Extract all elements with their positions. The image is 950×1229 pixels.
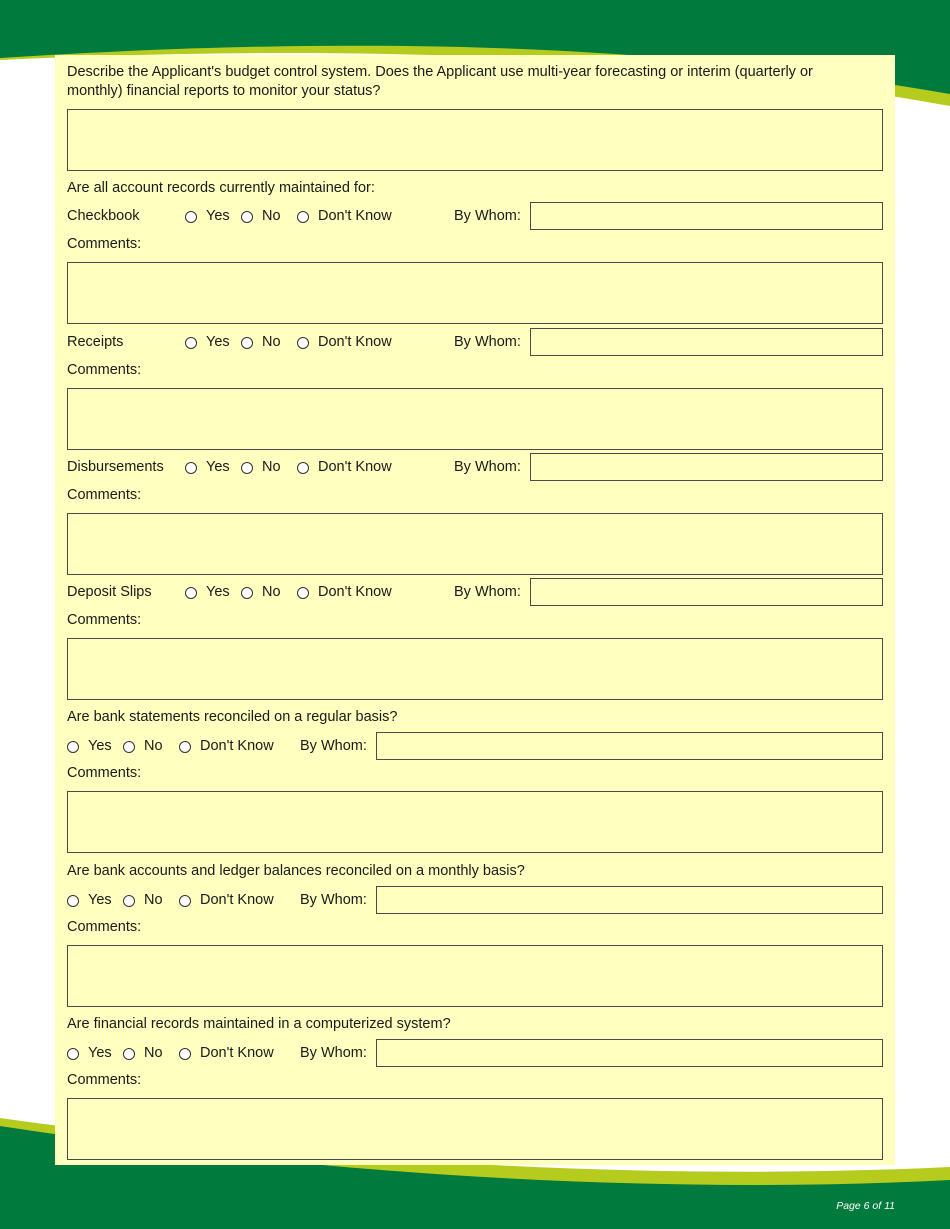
record-0-dont-know-radio[interactable] (297, 211, 309, 223)
by-whom-label: By Whom: (300, 1045, 367, 1061)
record-label: Receipts (67, 334, 124, 350)
by-whom-label: By Whom: (454, 208, 521, 224)
by-whom-label: By Whom: (454, 584, 521, 600)
financial-form (55, 55, 895, 1165)
question-0-yes-radio[interactable] (67, 741, 79, 753)
comments-label: Comments: (67, 236, 142, 252)
question-2-dont-know-radio[interactable] (179, 1048, 191, 1060)
by-whom-field[interactable] (530, 202, 883, 230)
question-text: Are financial records maintained in a computerized system? (67, 1016, 451, 1032)
question-2-yes-radio[interactable] (67, 1048, 79, 1060)
comments-label: Comments: (67, 919, 142, 935)
by-whom-field[interactable] (376, 886, 883, 914)
record-2-yes-label: Yes (206, 459, 230, 475)
question-1-yes-label: Yes (88, 892, 112, 908)
comments-label: Comments: (67, 1072, 142, 1088)
by-whom-field[interactable] (530, 578, 883, 606)
question-1-dont-know-radio[interactable] (179, 895, 191, 907)
record-3-no-label: No (262, 584, 281, 600)
question-1-yes-radio[interactable] (67, 895, 79, 907)
record-2-no-label: No (262, 459, 281, 475)
by-whom-field[interactable] (376, 732, 883, 760)
record-1-dont-know-label: Don't Know (318, 334, 392, 350)
question-1-no-label: No (144, 892, 163, 908)
record-0-no-label: No (262, 208, 281, 224)
by-whom-label: By Whom: (454, 459, 521, 475)
record-3-dont-know-radio[interactable] (297, 587, 309, 599)
record-label: Checkbook (67, 208, 140, 224)
by-whom-label: By Whom: (454, 334, 521, 350)
question-1-no-radio[interactable] (123, 895, 135, 907)
record-0-no-radio[interactable] (241, 211, 253, 223)
record-0-dont-know-label: Don't Know (318, 208, 392, 224)
record-3-yes-radio[interactable] (185, 587, 197, 599)
record-3-dont-know-label: Don't Know (318, 584, 392, 600)
comments-field[interactable] (67, 388, 883, 450)
record-3-yes-label: Yes (206, 584, 230, 600)
question-2-dont-know-label: Don't Know (200, 1045, 274, 1061)
question-0-dont-know-label: Don't Know (200, 738, 274, 754)
record-2-yes-radio[interactable] (185, 462, 197, 474)
question-0-no-label: No (144, 738, 163, 754)
comments-field[interactable] (67, 638, 883, 700)
record-label: Disbursements (67, 459, 164, 475)
by-whom-label: By Whom: (300, 892, 367, 908)
question-text: Are bank accounts and ledger balances reconciled on a monthly basis? (67, 863, 525, 879)
question-text: Are bank statements reconciled on a regular basis? (67, 709, 398, 725)
record-3-no-radio[interactable] (241, 587, 253, 599)
question-2-no-radio[interactable] (123, 1048, 135, 1060)
by-whom-field[interactable] (530, 328, 883, 356)
budget-question: Describe the Applicant's budget control system. Does the Applicant use multi-year forecasting or interim (quarterly or monthly) financial reports to monitor your status? (67, 64, 813, 99)
record-1-no-radio[interactable] (241, 337, 253, 349)
comments-field[interactable] (67, 945, 883, 1007)
by-whom-field[interactable] (530, 453, 883, 481)
comments-field[interactable] (67, 791, 883, 853)
record-label: Deposit Slips (67, 584, 152, 600)
comments-field[interactable] (67, 513, 883, 575)
question-2-yes-label: Yes (88, 1045, 112, 1061)
question-0-dont-know-radio[interactable] (179, 741, 191, 753)
comments-label: Comments: (67, 765, 142, 781)
record-0-yes-radio[interactable] (185, 211, 197, 223)
by-whom-field[interactable] (376, 1039, 883, 1067)
record-1-no-label: No (262, 334, 281, 350)
record-2-dont-know-radio[interactable] (297, 462, 309, 474)
budget-answer-field[interactable] (67, 109, 883, 171)
comments-label: Comments: (67, 362, 142, 378)
comments-field[interactable] (67, 262, 883, 324)
comments-label: Comments: (67, 487, 142, 503)
comments-label: Comments: (67, 612, 142, 628)
question-1-dont-know-label: Don't Know (200, 892, 274, 908)
comments-field[interactable] (67, 1098, 883, 1160)
record-0-yes-label: Yes (206, 208, 230, 224)
record-2-no-radio[interactable] (241, 462, 253, 474)
by-whom-label: By Whom: (300, 738, 367, 754)
question-0-no-radio[interactable] (123, 741, 135, 753)
page-number: Page 6 of 11 (836, 1200, 895, 1212)
record-1-yes-radio[interactable] (185, 337, 197, 349)
record-1-dont-know-radio[interactable] (297, 337, 309, 349)
records-question: Are all account records currently maintained for: (67, 180, 375, 196)
record-1-yes-label: Yes (206, 334, 230, 350)
question-2-no-label: No (144, 1045, 163, 1061)
record-2-dont-know-label: Don't Know (318, 459, 392, 475)
question-0-yes-label: Yes (88, 738, 112, 754)
